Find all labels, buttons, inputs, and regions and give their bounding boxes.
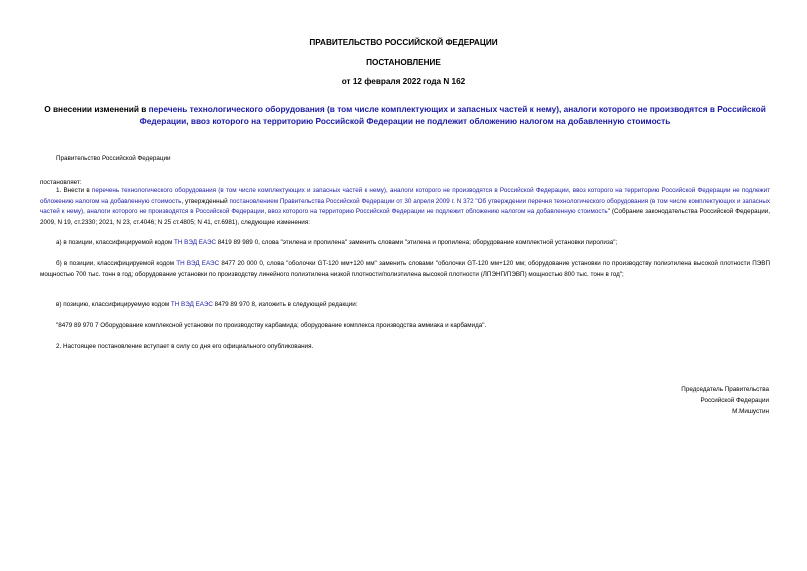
resolution-link[interactable]: постановлением Правительства Российской Федерации от 30 апреля 2009 г. N 372 "Об утверждении перечня технологического оборудования (в том числе комплектующих и запасных частей к нему), аналоги которого не производятся в Российской Федерации, ввоз которого на территорию Российской Федерации не подлежит обложению налогом на добавленную стоимость — [40, 197, 770, 215]
paragraph-2: 2. Настоящее постановление вступает в силу со дня его официального опубликования. — [56, 343, 314, 350]
paragraph-1 — [40, 186, 770, 228]
pc-prefix: в) позицию, классифицируемую кодом — [56, 301, 171, 308]
title-link[interactable]: перечень технологического оборудования (в том числе комплектующих и запасных частей к нему), аналоги которого не производятся в Российской Федерации, ввоз которого на территорию Российской Федерации не подлежит обложению налогом на добавленную стоимость — [139, 104, 766, 126]
government-line: Правительство Российской Федерации — [56, 155, 171, 162]
decree-type: ПОСТАНОВЛЕНИЕ — [366, 58, 441, 67]
paragraph-b — [40, 259, 770, 280]
paragraph-a — [40, 238, 770, 249]
p1-number: 1. Внести в — [56, 187, 92, 194]
signature-country: Российской Федерации — [700, 397, 769, 404]
tnved-link-b[interactable]: ТН ВЭД ЕАЭС — [176, 260, 220, 267]
list-link[interactable]: перечень технологического оборудования (в том числе комплектующих и запасных частей к нему), аналоги которого не производятся в Российской Федерации, ввоз которого на территорию Российской Федерации не подлежит обложению налогом на добавленную стоимость — [40, 187, 770, 205]
quoted-position: "8479 89 970 7 Оборудование комплексной установки по производству карбамида; оборудование комплекса производства аммиака и карбамида". — [56, 322, 487, 329]
signature-name: М.Мишустин — [732, 408, 769, 415]
decree-date: от 12 февраля 2022 года N 162 — [341, 77, 466, 86]
government-heading: ПРАВИТЕЛЬСТВО РОССИЙСКОЙ ФЕДЕРАЦИИ — [309, 38, 498, 47]
title-prefix: О внесении изменений в — [44, 104, 149, 114]
pa-suffix: 8419 89 989 0, слова "этилена и пропилена" заменить словами "этилена и пропилена; оборудование комплектной установки пиролиза"; — [216, 239, 618, 246]
pb-suffix: 8477 20 000 0, слова "оболочки GT-120 мм+120 мм" заменить словами "оболочки GT-120 мм+120 мм; оборудование установки по производству полиэтилена высокой плотности ПЭВП мощностью 700 тыс. тонн в год; оборудование установки по производству линейного полиэтилена низкой плотности/полиэтилена высокой плотности (ЛПЭНП/ПЭВП) мощностью 800 тыс. тонн в год"; — [40, 260, 771, 278]
p1-mid: , утвержденный — [181, 197, 230, 205]
tnved-link-a[interactable]: ТН ВЭД ЕАЭС — [174, 239, 217, 246]
decrees-line: постановляет: — [40, 179, 82, 186]
p1-end: " (Собрание законодательства Российской Федерации, 2009, N 19, ст.2330; 2021, N 23, ст.4046; N 25 ст.4805; N 41, ст.6981), следующие изменения: — [40, 208, 770, 226]
pc-suffix: 8479 89 970 8, изложить в следующей редакции: — [212, 301, 358, 308]
pa-prefix: а) в позиции, классифицируемой кодом — [56, 239, 175, 246]
paragraph-c — [40, 300, 770, 311]
signature-position: Председатель Правительства — [681, 386, 769, 393]
tnved-link-c[interactable]: ТН ВЭД ЕАЭС — [170, 301, 213, 308]
document-title — [40, 104, 770, 127]
signature-block — [600, 384, 769, 417]
pb-prefix: б) в позиции, классифицируемой кодом — [56, 260, 177, 267]
